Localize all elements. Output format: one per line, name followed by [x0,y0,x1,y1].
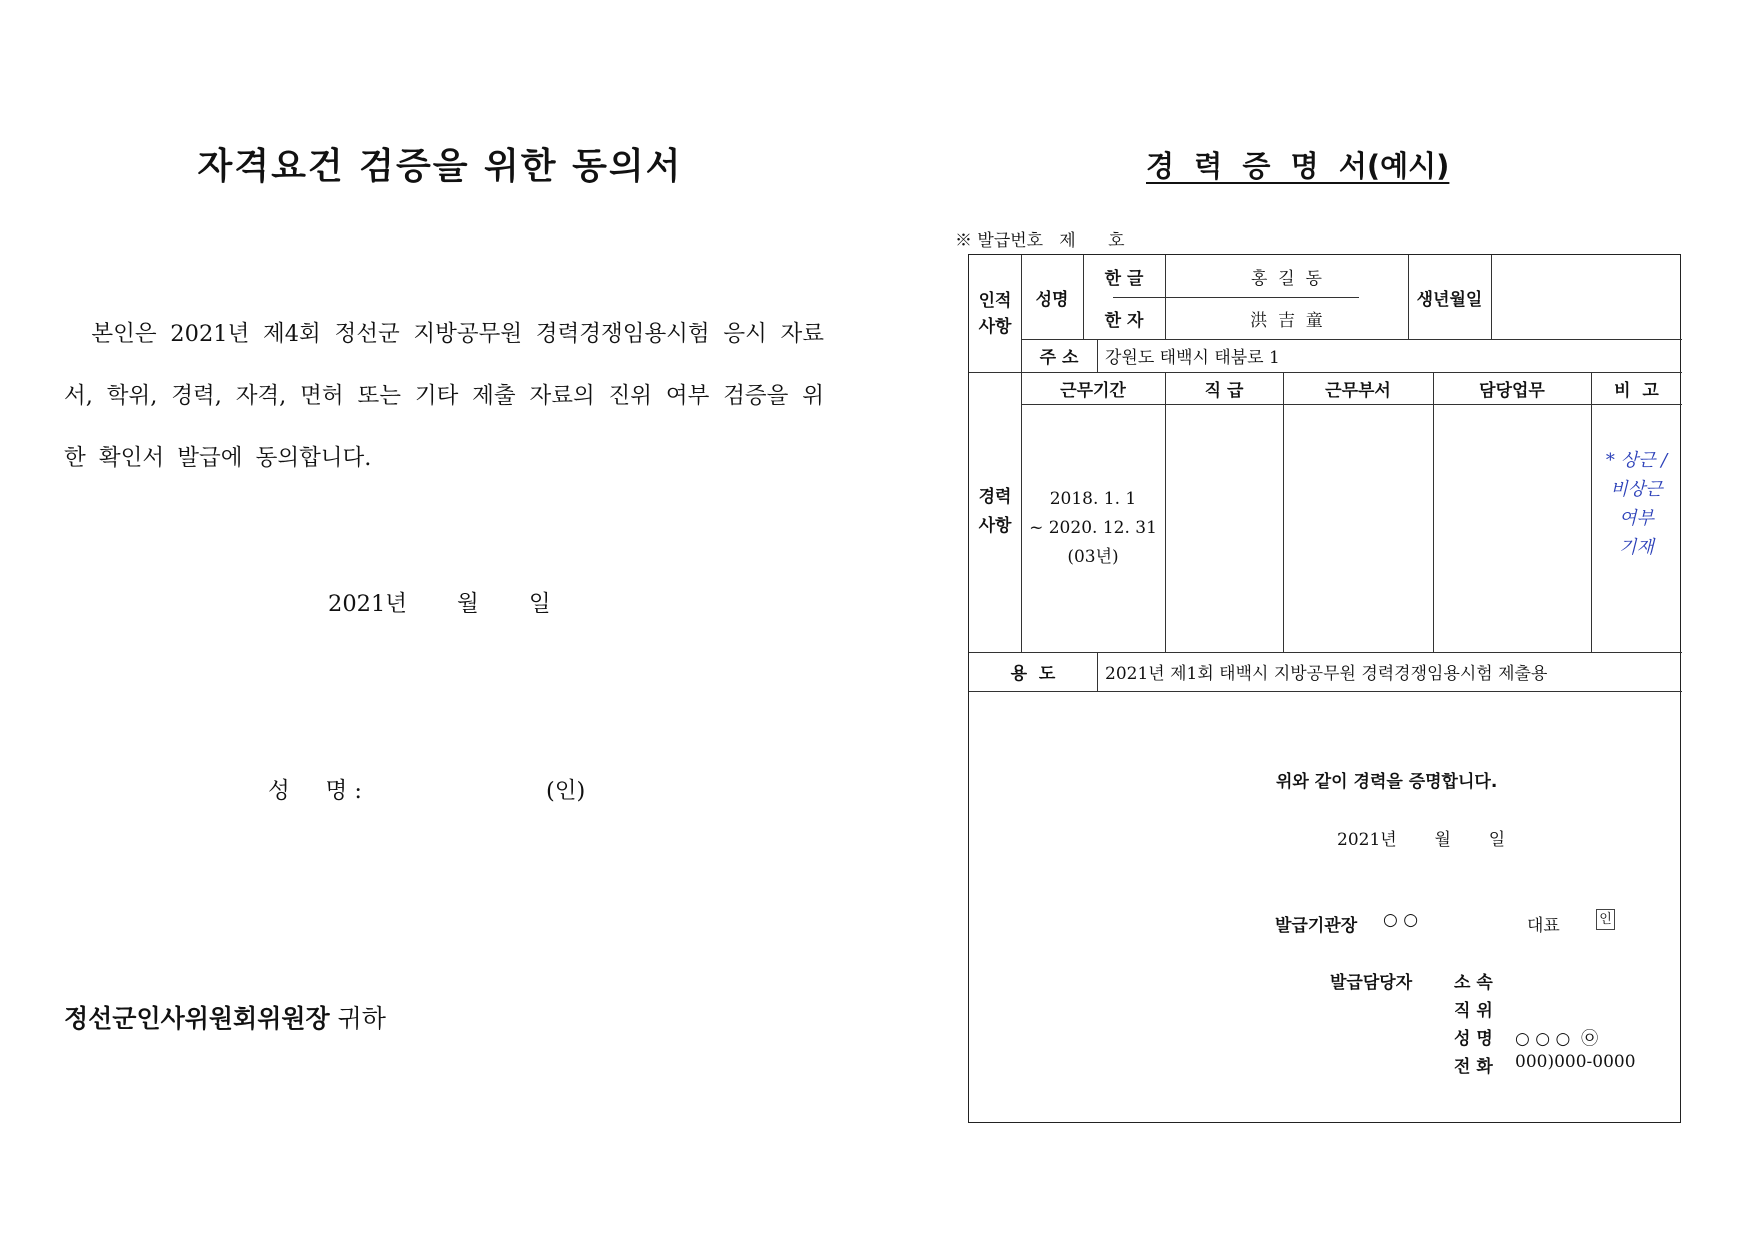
birth-value [1491,255,1682,339]
rank-cell [1165,404,1283,652]
certification-statement: 위와 같이 경력을 증명합니다. [1276,772,1498,792]
consent-title: 자격요건 검증을 위한 동의서 [197,146,683,187]
consent-recipient [64,999,386,1035]
purpose-label: 용 도 [1010,664,1056,684]
header-remark: 비 고 [1614,380,1659,401]
department-cell [1283,404,1433,652]
address-value: 강원도 태백시 태붐로 1 [1105,348,1280,368]
certificate-date: 2021년 월 일 [1337,830,1506,850]
issue-number: ※ 발급번호 제 호 [955,231,1125,251]
period-cell [1021,404,1165,652]
consent-seal: (인) [546,778,586,804]
recipient-suffix: 귀하 [329,1004,386,1033]
certificate-form [968,254,1681,1123]
officer-field-value: 000)000-0000 [1515,1052,1636,1072]
recipient-name: 정선군인사위원회위원장 [64,1004,330,1033]
remark-note: * 상근 / 비상근 여부 기재 [1605,450,1668,558]
consent-name-label: 성 명 : [268,778,362,804]
header-period: 근무기간 [1060,380,1126,401]
seal-icon: 인 [1596,909,1615,930]
officer-field-label: 전 화 [1454,1057,1493,1077]
purpose-value: 2021년 제1회 태백시 지방공무원 경력경쟁임용시험 제출용 [1105,664,1548,684]
hangul-label: 한 글 [1104,268,1144,289]
consent-body: 본인은 2021년 제4회 정선군 지방공무원 경력경쟁임용시험 응시 자료서, 학위, 경력, 자격, 면허 또는 기타 제출 자료의 진위 여부 검증을 위한 확인서 발급에 동의합니다. [64,321,824,471]
period-end: ~ 2020. 12. 31 [1029,517,1157,538]
officer-field-label: 소 속 [1454,973,1493,993]
hanja-name: 洪 吉 童 [1250,310,1323,331]
certificate-title: 경 력 증 명 서(예시) [1146,149,1450,183]
issuer-name: ○ ○ [1383,910,1419,930]
officer-label: 발급담당자 [1330,973,1413,993]
hangul-name: 홍 길 동 [1251,268,1322,289]
consent-date: 2021년 월 일 [328,591,551,617]
representative-label: 대표 [1527,916,1560,936]
officer-field-label: 성 명 [1454,1029,1493,1049]
address-label: 주 소 [1039,348,1079,368]
personal-section-label: 인적 사항 [978,290,1012,337]
hanja-label: 한 자 [1104,310,1144,331]
officer-field-value: ○ ○ ○ ㉧ [1515,1029,1599,1049]
representative-seal [1596,909,1615,930]
career-section-label: 경력 사항 [978,487,1012,536]
officer-field-label: 직 위 [1454,1001,1493,1021]
header-department: 근무부서 [1325,380,1391,401]
name-label: 성명 [1035,289,1069,310]
header-rank: 직 급 [1204,380,1244,401]
duty-cell [1433,404,1591,652]
issuer-label: 발급기관장 [1275,916,1358,936]
header-duty: 담당업무 [1479,380,1545,401]
birth-label: 생년월일 [1416,289,1483,310]
period-duration: (03년) [1067,546,1119,567]
period-start: 2018. 1. 1 [1049,488,1137,509]
